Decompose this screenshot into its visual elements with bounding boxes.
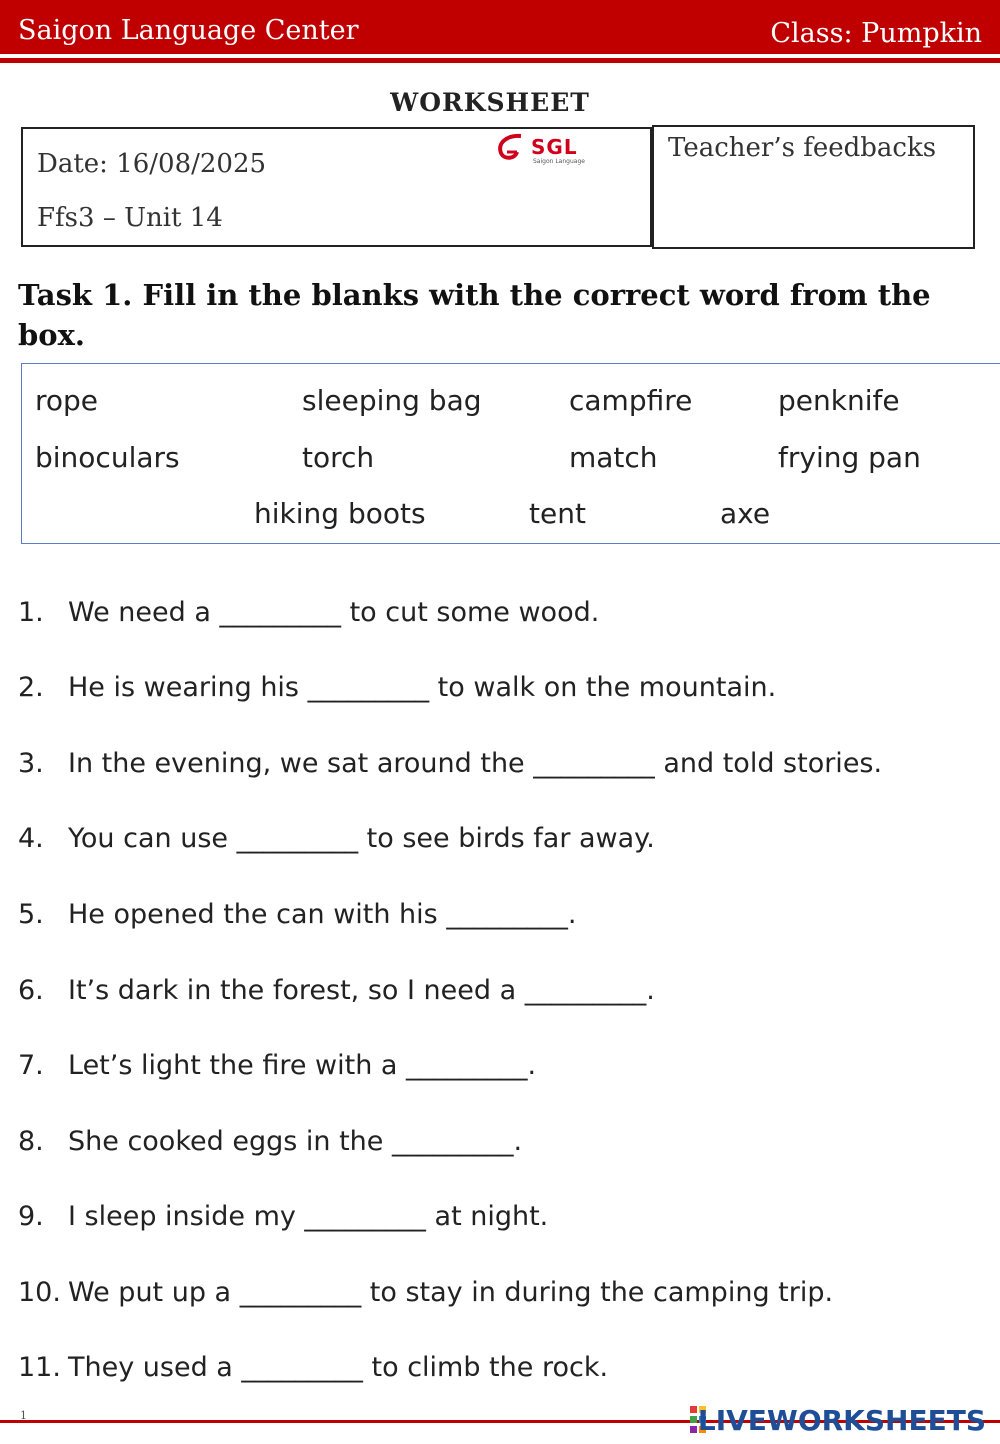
- question-number: 1.: [18, 597, 44, 628]
- question-text: You can use _________ to see birds far away.: [68, 823, 655, 854]
- school-name: Saigon Language Center: [18, 15, 359, 46]
- word-box-item: match: [569, 441, 658, 474]
- question-number: 4.: [18, 823, 44, 854]
- question-item: [18, 1277, 833, 1308]
- question-text: We need a _________ to cut some wood.: [68, 597, 600, 628]
- worksheet-title: WORKSHEET: [390, 88, 590, 117]
- question-number: 9.: [18, 1201, 44, 1232]
- word-box-item: tent: [529, 497, 586, 530]
- logo-subtext: Saigon Language: [533, 158, 585, 165]
- question-text: In the evening, we sat around the _________ and told stories.: [68, 748, 883, 779]
- date-label: Date: 16/08/2025: [37, 149, 267, 179]
- question-number: 2.: [18, 672, 44, 703]
- question-item: [18, 823, 655, 854]
- question-item: [18, 748, 882, 779]
- question-item: [18, 597, 599, 628]
- class-label: Class: Pumpkin: [770, 18, 982, 49]
- word-box-item: hiking boots: [254, 497, 426, 530]
- sgl-logo-icon: [493, 133, 529, 163]
- logo-text: SGL: [531, 135, 578, 159]
- question-text: It’s dark in the forest, so I need a _________.: [68, 975, 655, 1006]
- task-1-title: Task 1. Fill in the blanks with the correct word from the box.: [18, 278, 931, 352]
- question-item: [18, 1050, 536, 1081]
- word-box-item: axe: [720, 497, 771, 530]
- question-number: 5.: [18, 899, 44, 930]
- question-number: 6.: [18, 975, 44, 1006]
- question-number: 11.: [18, 1352, 61, 1383]
- word-box-item: sleeping bag: [302, 384, 482, 417]
- question-number: 8.: [18, 1126, 44, 1157]
- question-number: 10.: [18, 1277, 61, 1308]
- word-box-item: rope: [35, 384, 99, 417]
- question-item: [18, 1352, 608, 1383]
- question-text: Let’s light the fire with a _________.: [68, 1050, 537, 1081]
- word-box-item: torch: [302, 441, 375, 474]
- question-item: [18, 1201, 548, 1232]
- question-item: [18, 975, 655, 1006]
- question-item: [18, 899, 576, 930]
- word-box-item: binoculars: [35, 441, 180, 474]
- word-box-item: campfire: [569, 384, 693, 417]
- liveworksheets-brand: LIVEWORKSHEETS: [697, 1404, 986, 1437]
- feedback-box: [652, 125, 975, 249]
- question-text: They used a _________ to climb the rock.: [68, 1352, 609, 1383]
- question-text: He is wearing his _________ to walk on the mountain.: [68, 672, 777, 703]
- unit-label: Ffs3 – Unit 14: [37, 203, 223, 233]
- word-box-item: penknife: [778, 384, 900, 417]
- page-number: 1: [20, 1409, 27, 1422]
- question-item: [18, 672, 776, 703]
- question-text: He opened the can with his _________.: [68, 899, 577, 930]
- feedback-label: Teacher’s feedbacks: [668, 133, 937, 163]
- question-item: [18, 1126, 522, 1157]
- header-divider: [0, 58, 1000, 63]
- question-text: We put up a _________ to stay in during the camping trip.: [68, 1277, 834, 1308]
- question-text: I sleep inside my _________ at night.: [68, 1201, 549, 1232]
- info-box: [21, 127, 652, 247]
- question-number: 3.: [18, 748, 44, 779]
- word-box-item: frying pan: [778, 441, 921, 474]
- question-number: 7.: [18, 1050, 44, 1081]
- word-box: [21, 363, 1000, 544]
- question-text: She cooked eggs in the _________.: [68, 1126, 523, 1157]
- sgl-logo: [493, 133, 603, 169]
